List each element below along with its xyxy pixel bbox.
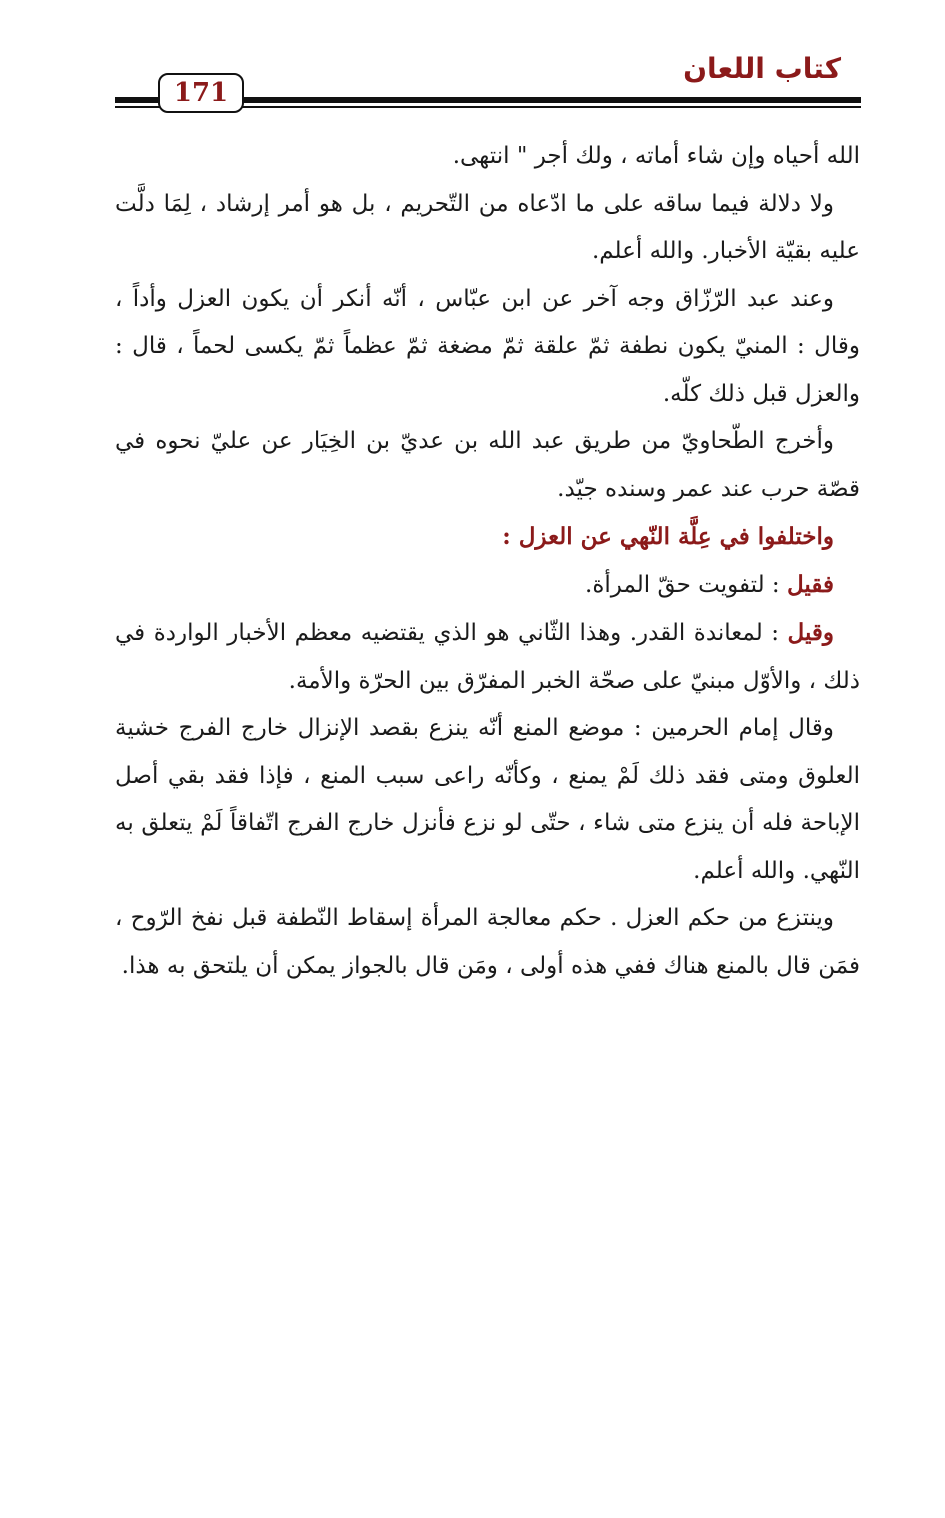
paragraph-text: : لتفويت حقّ المرأة. <box>585 571 787 598</box>
section-heading: واختلفوا في عِلَّة النّهي عن العزل : <box>502 523 834 550</box>
keyword-label: وقيل <box>787 619 834 646</box>
keyword-label: فقيل <box>787 570 834 598</box>
page-body <box>115 133 860 990</box>
paragraph: وأخرج الطّحاويّ من طريق عبد الله بن عديّ بن الخِيَار عن عليّ نحوه في قصّة حرب عند عمر وسنده جيّد. <box>115 428 860 502</box>
paragraph: ولا دلالة فيما ساقه على ما ادّعاه من التّحريم ، بل هو أمر إرشاد ، لِمَا دلَّت عليه بقيّة الأخبار. والله أعلم. <box>115 190 860 264</box>
paragraph <box>115 561 860 610</box>
paragraph: وقال إمام الحرمين : موضع المنع أنّه ينزع بقصد الإنزال خارج الفرج خشية العلوق ومتى فقد ذلك لَمْ يمنع ، وكأنّه راعى سبب المنع ، فإذا فقد بقي أصل الإباحة فله أن ينزع متى شاء ، حتّى لو نزع فأنزل خارج الفرج اتّفاقاً لَمْ يتعلق به النّهي. والله أعلم. <box>115 715 860 884</box>
chapter-title: كتاب اللعان <box>683 52 841 85</box>
page-number: 171 <box>158 73 244 113</box>
page-header <box>0 0 945 120</box>
paragraph: وينتزع من حكم العزل . حكم معالجة المرأة إسقاط النّطفة قبل نفخ الرّوح ، فمَن قال بالمنع هناك ففي هذه أولى ، ومَن قال بالجواز يمكن أن يلتحق به هذا. <box>115 905 860 979</box>
paragraph: الله أحياه وإن شاء أماته ، ولك أجر " انتهى. <box>452 143 860 169</box>
paragraph <box>115 609 860 705</box>
paragraph: وعند عبد الرّزّاق وجه آخر عن ابن عبّاس ، أنّه أنكر أن يكون العزل وأداً ، وقال : المنيّ يكون نطفة ثمّ علقة ثمّ مضغة ثمّ عظماً ثمّ يكسى لحماً ، قال : والعزل قبل ذلك كلّه. <box>115 285 860 407</box>
paragraph-text: : لمعاندة القدر. وهذا الثّاني هو الذي يقتضيه معظم الأخبار الواردة في ذلك ، والأوّل مبنيّ على صحّة الخبر المفرّق بين الحرّة والأمة. <box>115 620 860 694</box>
